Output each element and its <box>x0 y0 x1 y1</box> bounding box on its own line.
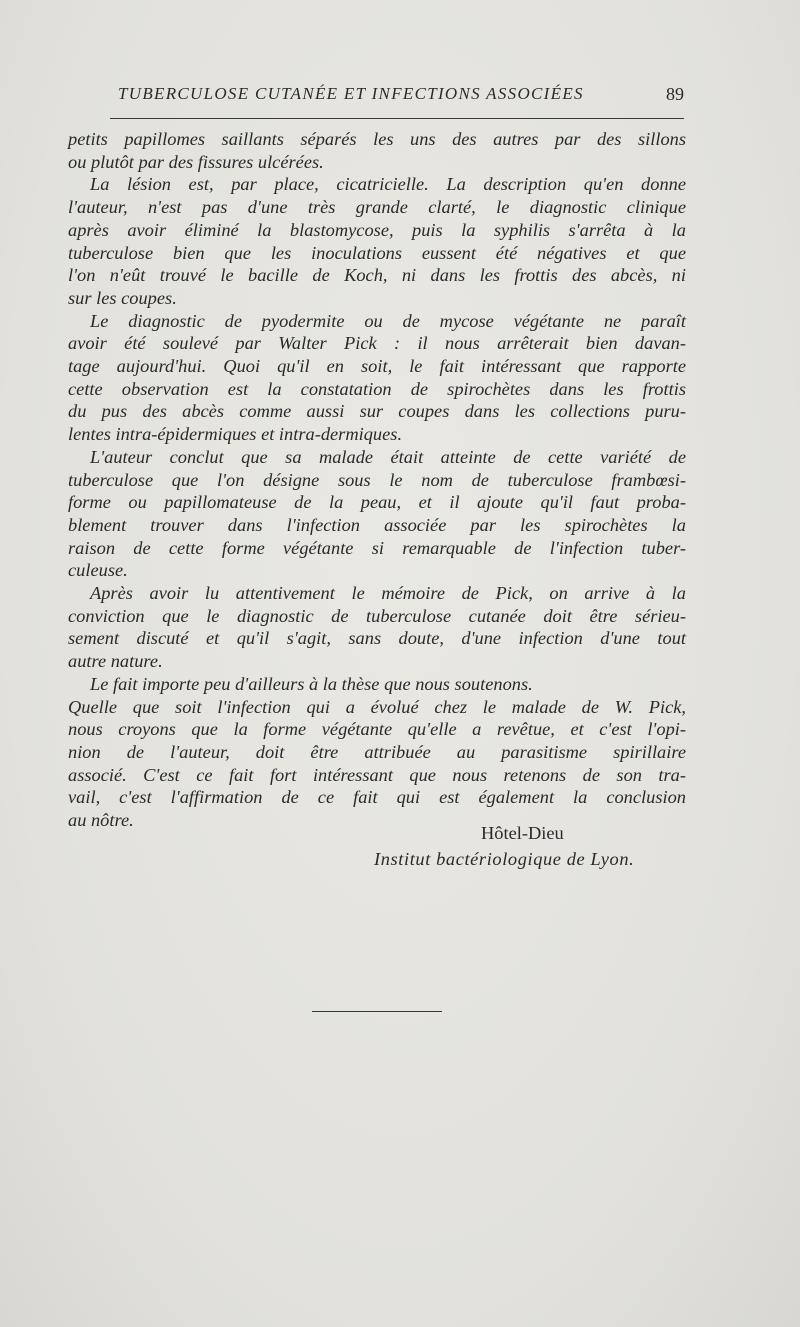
text-line: sement discuté et qu'il s'agit, sans doute, d'une infection d'une tout <box>68 628 686 649</box>
text-line: lentes intra-épidermiques et intra-dermiques. <box>68 424 403 445</box>
text-line: nous croyons que la forme végétante qu'elle a revêtue, et c'est l'opi- <box>68 719 686 740</box>
text-line: La lésion est, par place, cicatricielle. La description qu'en donne <box>90 174 686 195</box>
text-line: sur les coupes. <box>68 287 177 308</box>
running-head <box>118 84 692 110</box>
text-line: nion de l'auteur, doit être attribuée au parasitisme spirillaire <box>68 741 686 762</box>
running-title: TUBERCULOSE CUTANÉE ET INFECTIONS ASSOCIÉES <box>118 84 584 103</box>
signature-institution: Institut bactériologique de Lyon. <box>374 849 635 869</box>
text-line: Le fait importe peu d'ailleurs à la thèse que nous soutenons. <box>90 673 533 694</box>
text-line: petits papillomes saillants séparés les uns des autres par des sillons <box>68 129 686 149</box>
header-rule <box>110 118 684 119</box>
text-line: tuberculose bien que les inoculations eussent été négatives et que <box>68 242 686 263</box>
text-line: l'auteur, n'est pas d'une très grande clarté, le diagnostic clinique <box>68 197 686 218</box>
text-line: autre nature. <box>68 651 163 672</box>
text-line: raison de cette forme végétante si remarquable de l'infection tuber- <box>68 537 686 558</box>
page-number: 89 <box>666 84 684 104</box>
text-line: du pus des abcès comme aussi sur coupes dans les collections puru- <box>68 401 686 422</box>
text-line: forme ou papillomateuse de la peau, et il ajoute qu'il faut proba- <box>68 492 686 513</box>
text-line: ou plutôt par des fissures ulcérées. <box>68 151 324 172</box>
signature-place: Hôtel-Dieu <box>481 823 564 843</box>
text-line: tage aujourd'hui. Quoi qu'il en soit, le fait intéressant que rapporte <box>68 356 686 377</box>
text-line: tuberculose que l'on désigne sous le nom de tuberculose frambœsi- <box>68 469 686 490</box>
text-line: L'auteur conclut que sa malade était atteinte de cette variété de <box>90 446 686 467</box>
text-line: conviction que le diagnostic de tuberculose cutanée doit être sérieu- <box>68 605 686 626</box>
text-line: Le diagnostic de pyodermite ou de mycose végétante ne paraît <box>90 310 686 331</box>
text-line: avoir été soulevé par Walter Pick : il nous arrêterait bien davan- <box>68 333 686 354</box>
text-line: vail, c'est l'affirmation de ce fait qui est également la conclusion <box>68 787 686 808</box>
end-rule <box>312 1011 442 1012</box>
text-line: l'on n'eût trouvé le bacille de Koch, ni dans les frottis des abcès, ni <box>68 265 686 286</box>
text-line: cette observation est la constatation de spirochètes dans les frottis <box>68 378 686 399</box>
text-line: Quelle que soit l'infection qui a évolué chez le malade de W. Pick, <box>68 696 686 717</box>
text-line: associé. C'est ce fait fort intéressant que nous retenons de son tra- <box>68 764 686 785</box>
text-line: au nôtre. <box>68 810 134 831</box>
text-line: après avoir éliminé la blastomycose, puis la syphilis s'arrêta à la <box>68 219 686 240</box>
body-text <box>68 128 686 832</box>
text-line: culeuse. <box>68 560 128 581</box>
text-line: blement trouver dans l'infection associée par les spirochètes la <box>68 514 686 535</box>
text-line: Après avoir lu attentivement le mémoire de Pick, on arrive à la <box>90 583 686 604</box>
